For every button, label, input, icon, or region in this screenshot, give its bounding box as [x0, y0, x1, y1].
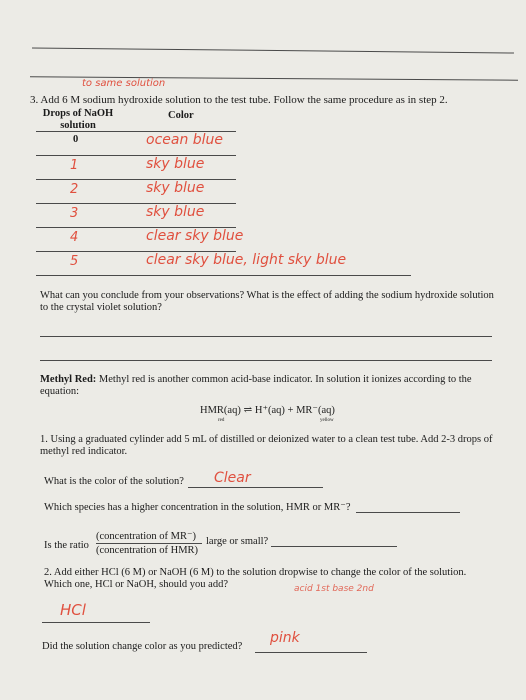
answer-rule — [271, 546, 397, 547]
answer-rule — [255, 652, 367, 653]
methyl-red-text: Methyl red is another common acid-base indicator. In solution it ionizes according to the equation: — [40, 374, 472, 397]
drops-cell: 2 — [70, 182, 79, 197]
ratio-numerator: (concentration of MR⁻) — [96, 531, 197, 542]
color-cell: sky blue — [146, 156, 205, 172]
drops-cell: 0 — [73, 134, 79, 145]
col-header-color: Color — [168, 110, 194, 121]
color-cell: clear sky blue, light sky blue — [146, 252, 347, 268]
color-question: What is the color of the solution? — [44, 476, 184, 487]
col-header-drops: Drops of NaOH solution — [42, 108, 114, 131]
answer-rule — [42, 622, 150, 623]
color-answer: Clear — [214, 470, 251, 486]
predict-answer: pink — [270, 630, 300, 646]
row-rule — [36, 275, 411, 276]
equation: HMR(aq) ⇌ H⁺(aq) + MR⁻(aq) — [200, 405, 335, 416]
color-cell: clear sky blue — [146, 228, 244, 244]
color-cell: sky blue — [146, 180, 205, 196]
methyl-red-heading: Methyl Red: — [40, 374, 97, 385]
label-red: red — [218, 418, 225, 423]
row-rule — [36, 179, 236, 180]
ratio-suffix: large or small? — [206, 536, 269, 547]
fraction-bar — [96, 543, 202, 544]
methyl-red-intro — [40, 374, 495, 398]
species-question: Which species has a higher concentration in the solution, HMR or MR⁻? — [44, 502, 351, 513]
row-rule — [36, 155, 236, 156]
label-yellow: yellow — [320, 418, 334, 423]
row-rule — [36, 203, 236, 204]
top-rule-1 — [32, 47, 514, 53]
drops-cell: 4 — [70, 230, 79, 245]
step3-instruction: 3. Add 6 M sodium hydroxide solution to the test tube. Follow the same procedure as in step 2. — [30, 94, 448, 106]
handwritten-note-acid-base: acid 1st base 2nd — [294, 584, 374, 594]
step2-instruction: 2. Add either HCl (6 M) or NaOH (6 M) to the solution dropwise to change the color of the solution. Which one, HCl or NaOH, should you add? — [44, 567, 467, 590]
color-cell: sky blue — [146, 204, 205, 220]
answer-rule — [40, 336, 492, 337]
drops-cell: 3 — [70, 206, 79, 221]
handwritten-note: to same solution — [82, 78, 166, 89]
conclusion-question: What can you conclude from your observations? What is the effect of adding the sodium hydroxide solution to the crystal violet solution? — [40, 290, 494, 313]
color-cell: ocean blue — [146, 132, 224, 148]
answer-rule — [40, 360, 492, 361]
ratio-prefix: Is the ratio — [44, 540, 89, 551]
drops-cell: 5 — [70, 254, 79, 269]
step2-answer: HCl — [60, 601, 86, 619]
answer-rule — [356, 512, 460, 513]
ratio-denominator: (concentration of HMR) — [96, 545, 199, 556]
predict-question: Did the solution change color as you predicted? — [42, 641, 243, 652]
step1-instruction: 1. Using a graduated cylinder add 5 mL of distilled or deionized water to a clean test tube. Add 2-3 drops of methyl red indicator. — [40, 434, 493, 457]
drops-cell: 1 — [70, 158, 79, 173]
answer-rule — [188, 487, 323, 488]
